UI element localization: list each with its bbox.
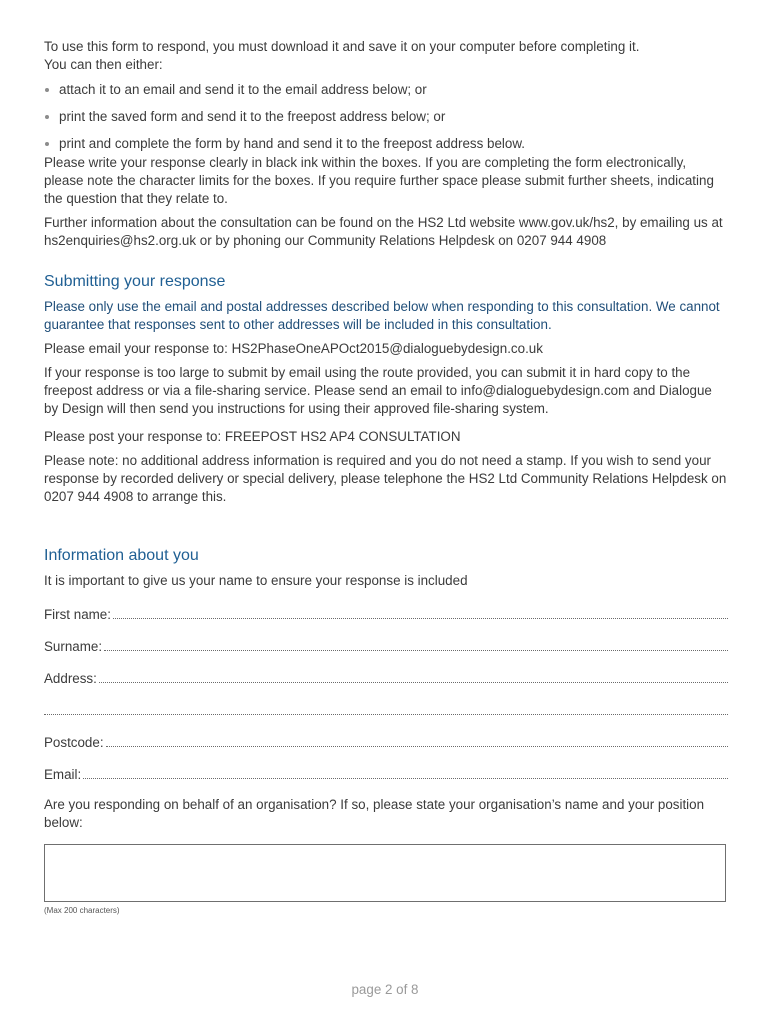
postcode-label: Postcode:	[44, 735, 104, 750]
about-you-heading: Information about you	[44, 547, 199, 564]
address-input-line-2[interactable]	[44, 713, 728, 715]
intro-line-2: You can then either:	[44, 57, 163, 72]
email-label: Email:	[44, 767, 82, 782]
list-item-text: print the saved form and send it to the freepost address below; or	[59, 109, 446, 124]
form-page	[44, 38, 728, 915]
large-response-instructions: If your response is too large to submit by email using the route provided, you can submit it in hard copy to the freepost address or via a file-sharing service. Please send an email to info@dialoguebydesign.com and Dialogue by Design will then send you instructions for using their approved file-sharing system.	[44, 365, 712, 416]
first-name-label: First name:	[44, 607, 111, 622]
organisation-question: Are you responding on behalf of an organisation? If so, please state your organisation’s name and your position below:	[44, 797, 705, 830]
email-field[interactable]	[44, 764, 728, 782]
ink-instructions: Please write your response clearly in black ink within the boxes. If you are completing the form electronically, please note the character limits for the boxes. If you require further space please submit further sheets, indicating the question that they relate to.	[44, 155, 714, 206]
list-item	[44, 108, 728, 126]
response-options-list	[44, 81, 728, 153]
email-input-line[interactable]	[83, 777, 728, 779]
list-item-text: print and complete the form by hand and send it to the freepost address below.	[59, 136, 525, 151]
postcode-field[interactable]	[44, 732, 728, 750]
postcode-input-line[interactable]	[106, 745, 728, 747]
list-item	[44, 135, 728, 153]
surname-label: Surname:	[44, 639, 103, 654]
organisation-textbox[interactable]	[44, 844, 726, 902]
submitting-heading: Submitting your response	[44, 273, 226, 290]
email-instructions: Please email your response to: HS2PhaseOneAPOct2015@dialoguebydesign.co.uk	[44, 341, 543, 356]
delivery-note: Please note: no additional address information is required and you do not need a stamp. If you wish to send your response by recorded delivery or special delivery, please telephone the HS2 Ltd Community Relations Helpdesk on 0207 944 4908 to arrange this.	[44, 453, 727, 504]
address-field[interactable]	[44, 668, 728, 686]
about-you-subtitle: It is important to give us your name to ensure your response is included	[44, 573, 468, 588]
list-item	[44, 81, 728, 99]
bullet-icon	[45, 88, 49, 92]
bullet-icon	[45, 142, 49, 146]
address-input-line[interactable]	[99, 681, 728, 683]
post-instructions: Please post your response to: FREEPOST HS2 AP4 CONSULTATION	[44, 429, 461, 444]
surname-field[interactable]	[44, 636, 728, 654]
address-label: Address:	[44, 671, 97, 686]
address-notice: Please only use the email and postal addresses described below when responding to this consultation. We cannot guarantee that responses sent to other addresses will be included in this consultation.	[44, 299, 720, 332]
max-characters-note: (Max 200 characters)	[44, 906, 120, 915]
intro-line-1: To use this form to respond, you must download it and save it on your computer before completing it.	[44, 39, 640, 54]
address-field-line-2[interactable]	[44, 700, 728, 718]
first-name-input-line[interactable]	[113, 617, 728, 619]
first-name-field[interactable]	[44, 604, 728, 622]
further-information: Further information about the consultation can be found on the HS2 Ltd website www.gov.uk/hs2, by emailing us at hs2enquiries@hs2.org.uk or by phoning our Community Relations Helpdesk on 0207 944 4908	[44, 215, 723, 248]
surname-input-line[interactable]	[104, 649, 728, 651]
bullet-icon	[45, 115, 49, 119]
list-item-text: attach it to an email and send it to the email address below; or	[59, 82, 427, 97]
page-number: page 2 of 8	[351, 982, 419, 997]
